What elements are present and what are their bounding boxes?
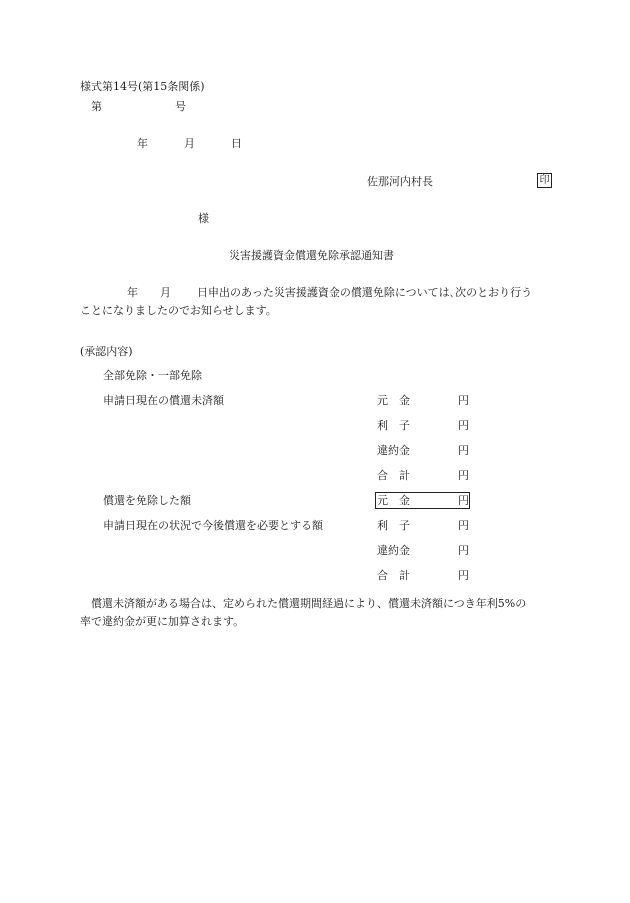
amount-row-unit: 円 xyxy=(458,469,469,482)
body-line-2: ことになりましたのでお知らせします。 xyxy=(80,304,277,317)
unpaid-amount-label: 申請日現在の償還未済額 xyxy=(103,394,224,407)
date-year: 年 xyxy=(137,137,148,150)
amount-row-label: 違約金 xyxy=(377,544,410,557)
amount-row-label: 元 金 xyxy=(377,494,410,507)
body-month: 月 xyxy=(160,286,171,299)
note-line-2: 率で違約金が更に加算されます。 xyxy=(80,615,245,628)
amount-row-label: 違約金 xyxy=(377,444,410,457)
exempted-amount-label: 償還を免除した額 xyxy=(103,494,191,507)
amount-row-label: 合 計 xyxy=(377,469,410,482)
amount-row-label: 元 金 xyxy=(377,394,410,407)
amount-row-unit: 円 xyxy=(458,444,469,457)
note-line-1: 償還未済額がある場合は、定められた償還期間経過により、償還未済額につき年利5%の xyxy=(91,597,527,610)
future-amount-label: 申請日現在の状況で今後償還を必要とする額 xyxy=(103,519,323,532)
amount-row-unit: 円 xyxy=(458,494,469,507)
doc-number-go: 号 xyxy=(175,100,186,113)
body-line-1: 日申出のあった災害援護資金の償還免除については､次のとおり行う xyxy=(197,286,533,299)
amount-row-label: 合 計 xyxy=(377,569,410,582)
seal-stamp: 印 xyxy=(537,173,552,188)
section-label: (承認内容) xyxy=(80,345,133,358)
document-title: 災害援護資金償還免除承認通知書 xyxy=(229,249,394,262)
amount-row-unit: 円 xyxy=(458,569,469,582)
amount-row-unit: 円 xyxy=(458,419,469,432)
recipient-suffix: 様 xyxy=(198,212,209,225)
amount-row-unit: 円 xyxy=(458,519,469,532)
amount-row-unit: 円 xyxy=(458,544,469,557)
form-number: 様式第14号(第15条関係) xyxy=(80,80,205,93)
date-day: 日 xyxy=(231,137,242,150)
exemption-type: 全部免除・一部免除 xyxy=(103,369,202,382)
date-month: 月 xyxy=(184,137,195,150)
amount-row-label: 利 子 xyxy=(377,519,410,532)
issuer-name: 佐那河内村長 xyxy=(367,175,433,188)
amount-row-unit: 円 xyxy=(458,394,469,407)
amount-row-label: 利 子 xyxy=(377,419,410,432)
doc-number-dai: 第 xyxy=(91,100,102,113)
body-year: 年 xyxy=(127,286,138,299)
